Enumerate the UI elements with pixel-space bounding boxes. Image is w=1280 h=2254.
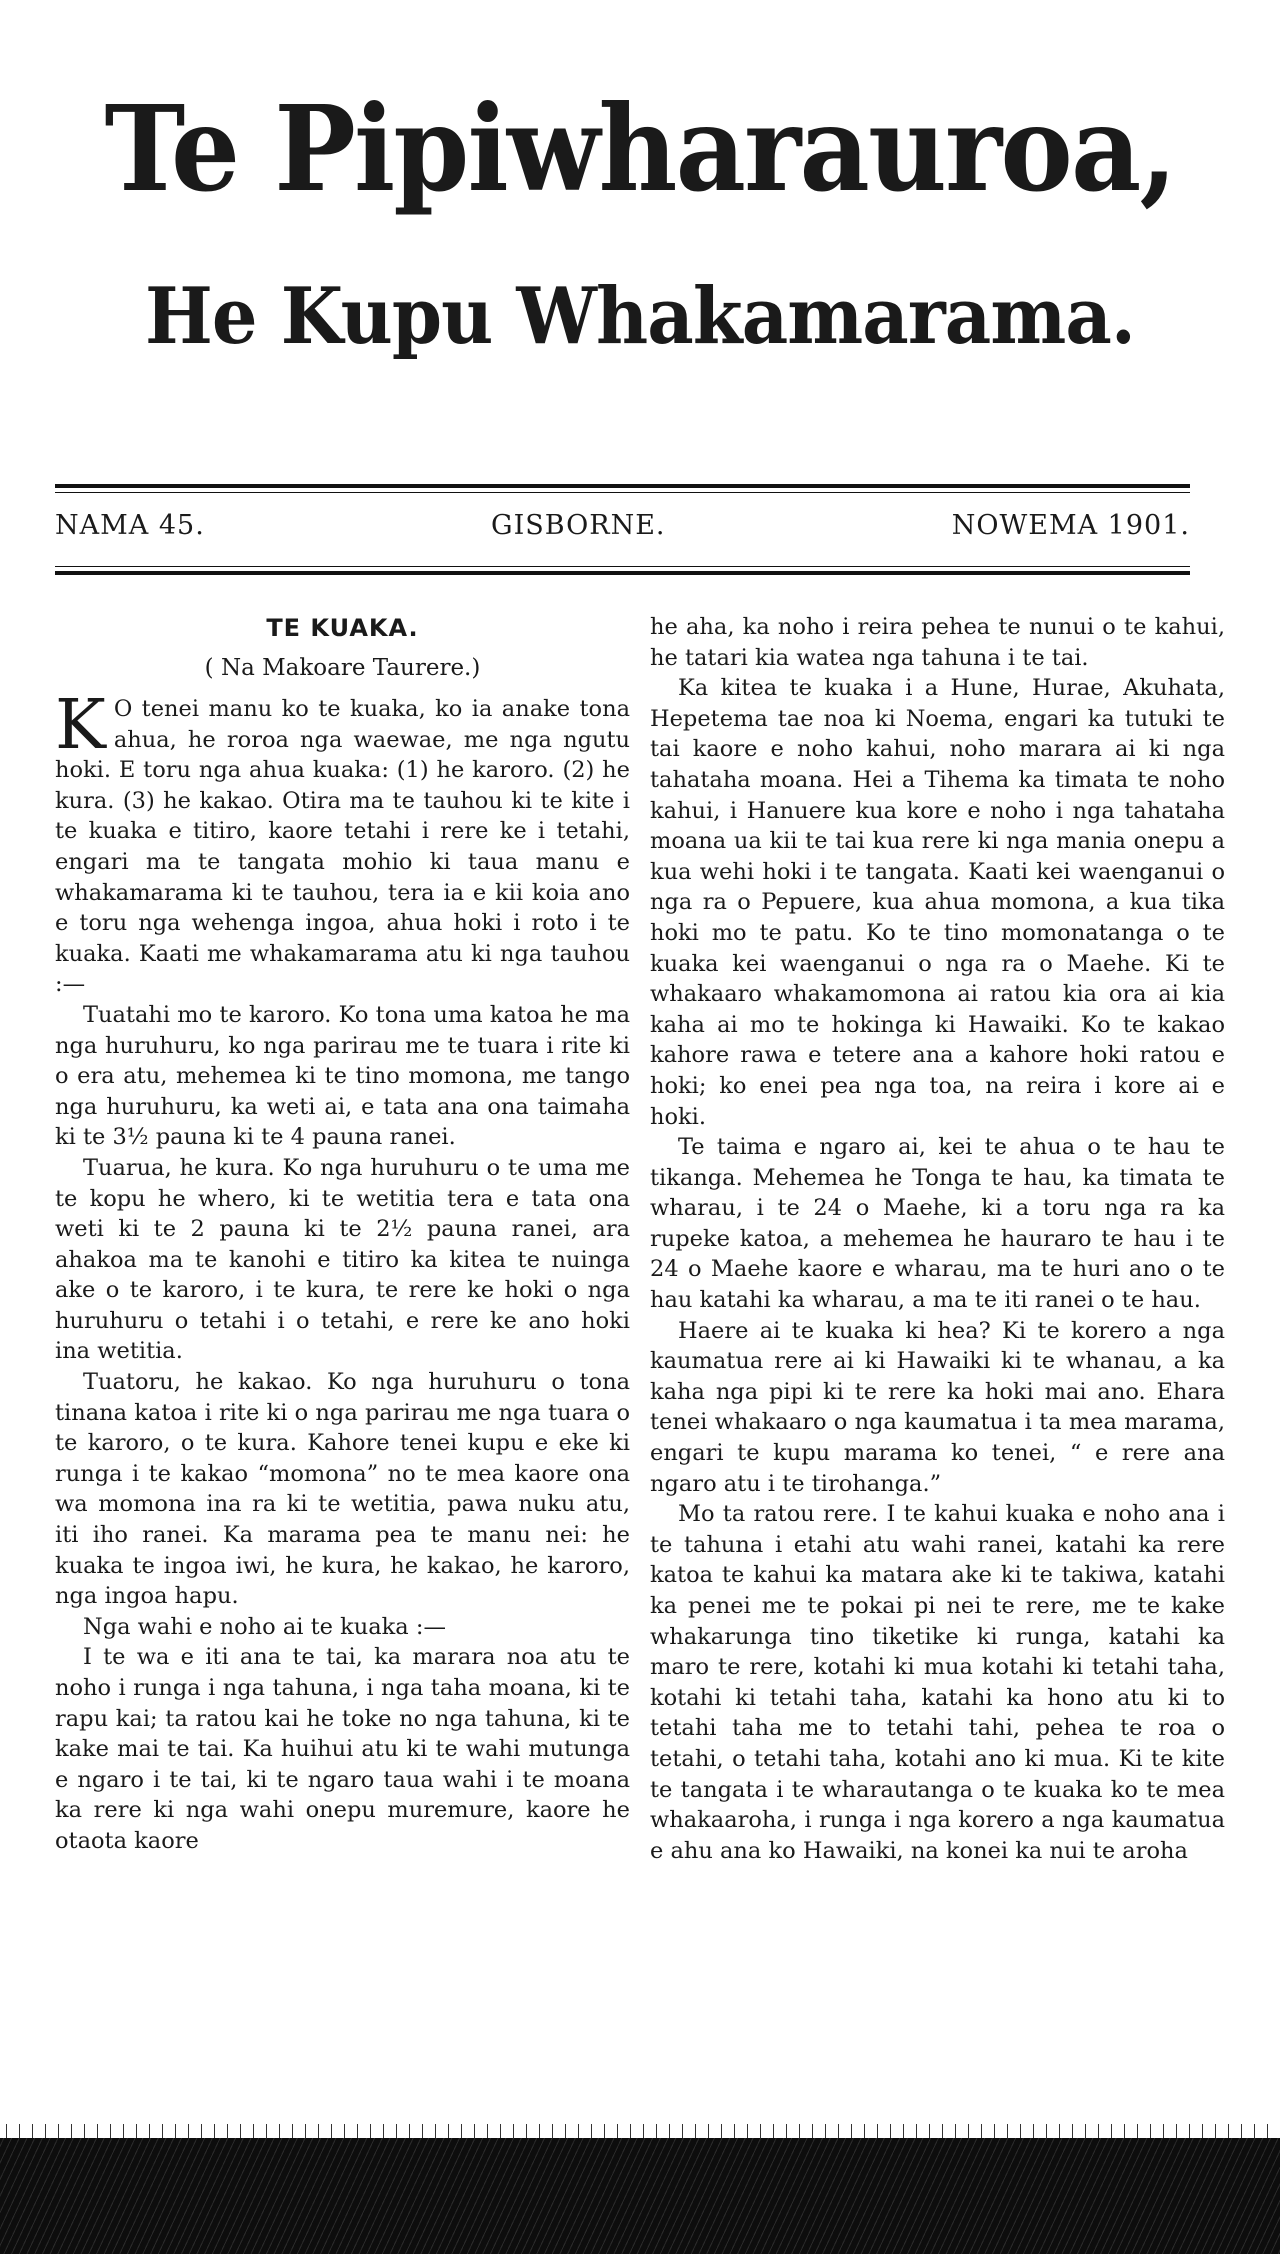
- paragraph: K O tenei manu ko te kuaka, ko ia anake tona ahua, he roroa nga waewae, me nga ngutu hoki. E toru nga ahua kuaka: (1) he karoro. (2) he kura. (3) he kakao. Otira ma te tauhou ki te kite i te kuaka e titiro, kaore tetahi i rere ke i tetahi, engari ma te tangata mohio ki taua manu e whakamarama ki te tauhou, tera ia e kii koia ano e toru nga wehenga ingoa, ahua hoki i roto i te kuaka. Kaati me whakamarama atu ki nga tauhou :—: [55, 686, 630, 998]
- paragraph: Tuarua, he kura. Ko nga huruhuru o te uma me te kopu he whero, ki te wetitia tera e tata ona weti ki te 2 pauna ki te 2½ pauna ranei, ara ahakoa ma te kanohi e titiro ka kitea te nuinga ake o te karoro, i te kura, te rere ke hoki o nga huruhuru o tetahi i o tetahi, e rere ke ano hoki ina wetitia.: [55, 1154, 630, 1365]
- masthead: [0, 79, 1280, 362]
- article-columns: [55, 612, 1225, 2092]
- bottom-double-rule: [55, 566, 1190, 575]
- paragraph: Tuatahi mo te karoro. Ko tona uma katoa he ma nga huruhuru, ko nga parirau me te tuara i rite ki o era atu, mehemea ki te tino momona, me tango nga huruhuru, ka weti ai, e tata ana ona taimaha ki te 3½ pauna ki te 4 pauna ranei.: [55, 1001, 630, 1151]
- paragraph: he aha, ka noho i reira pehea te nunui o te kahui, he tatari kia watea nga tahuna i te tai.: [650, 614, 1225, 671]
- paragraph: Haere ai te kuaka ki hea? Ki te korero a nga kaumatua rere ai ki Hawaiki ki te whanau, a ka kaha nga pipi ki te rere ka hoki mai ano. Ehara tenei whakaaro o nga kaumatua i ta mea marama, engari te kupu marama ko tenei, “ e rere ana ngaro atu i te tirohanga.”: [650, 1317, 1225, 1497]
- article-byline: ( Na Makoare Taurere.): [204, 655, 481, 681]
- right-column: [650, 612, 1225, 1866]
- issue-number: NAMA 45.: [55, 510, 205, 541]
- article-heading: TE KUAKA.: [266, 614, 419, 642]
- paragraph: I te wa e iti ana te tai, ka marara noa atu te noho i runga i nga tahuna, i nga taha moana, ki te rapu kai; ta ratou kai he toke no nga tahuna, ki te kake mai te tai. Ka huihui atu ki te wahi mutunga e ngaro i te tai, ki te ngaro taua wahi i te moana ka rere ki nga wahi onepu muremure, kaore he otaota kaore: [55, 1644, 630, 1854]
- paragraph: Te taima e ngaro ai, kei te ahua o te hau te tikanga. Mehemea he Tonga te hau, ka timata te wharau, i te 24 o Maehe, ki a toru nga ra ka rupeke katoa, a mehemea he hauraro te hau i te 24 o Maehe kaore e wharau, ma te huri ano o te hau katahi ka wharau, a ma te iti ranei o te hau.: [650, 1134, 1225, 1314]
- top-double-rule: [55, 484, 1190, 493]
- drop-cap: K: [55, 686, 106, 765]
- paragraph: Ka kitea te kuaka i a Hune, Hurae, Akuhata, Hepetema tae noa ki Noema, engari ka tutuki te tai kaore e noho kahui, noho marara ai ki nga tahataha moana. Hei a Tihema ka timata te noho kahui, i Hanuere kua kore e noho i nga tahataha moana ua kii te tai kua rere ki nga mania onepu a kua wehi hoki i te tangata. Kaati kei waenganui o nga ra o Pepuere, kua ahua momona, a kua tika hoki mo te patu. Ko te tino momonatanga o te kuaka kei waenganui o nga ra o Maehe. Ki te whakaaro whakamomona ai ratou kia ora ai kia kaha ai mo te hokinga ki Hawaiki. Ko te kakao kahore rawa e tetere ana a kahore hoki ratou e hoki; ko enei pea nga toa, na reira i kore ai e hoki.: [650, 675, 1225, 1130]
- newspaper-subtitle: He Kupu Whakamarama.: [145, 271, 1135, 362]
- scan-edge-noise: [0, 2124, 1280, 2138]
- left-column: [55, 612, 630, 1857]
- issue-place: GISBORNE.: [491, 510, 666, 541]
- scan-dark-band: [0, 2138, 1280, 2254]
- newspaper-title: Te Pipiwharauroa,: [104, 79, 1176, 218]
- paragraph: Mo ta ratou rere. I te kahui kuaka e noho ana i te tahuna i etahi atu wahi ranei, katahi ka rere katoa te kahui ka matara ake ki te takiwa, katahi ka penei me te pokai pi nei te rere, me te kake whakarunga tino tiketike ki runga, katahi ka maro te rere, kotahi ki mua kotahi ki tetahi taha, kotahi ki tetahi taha, katahi ka hono atu ki to tetahi taha me to tetahi tahi, pehea te roa o tetahi, o tetahi taha, kotahi ano ki mua. Ki te kite te tangata i te wharautanga o te kuaka ko te mea whakaaroha, i runga i nga korero a nga kaumatua e ahu ana ko Hawaiki, na konei ka nui te aroha: [650, 1501, 1225, 1864]
- paragraph: Nga wahi e noho ai te kuaka :—: [83, 1613, 446, 1640]
- paragraph: Tuatoru, he kakao. Ko nga huruhuru o tona tinana katoa i rite ki o nga parirau me nga tuara o te karoro, o te kura. Kahore tenei kupu e eke ki runga i te kakao “momona” no te mea kaore ona wa momona ina ra ki te wetitia, pawa nuku atu, iti iho ranei. Ka marama pea te manu nei: he kuaka te ingoa iwi, he kura, he kakao, he karoro, nga ingoa hapu.: [55, 1369, 630, 1610]
- issue-line: [55, 510, 1190, 541]
- issue-date: NOWEMA 1901.: [951, 510, 1190, 541]
